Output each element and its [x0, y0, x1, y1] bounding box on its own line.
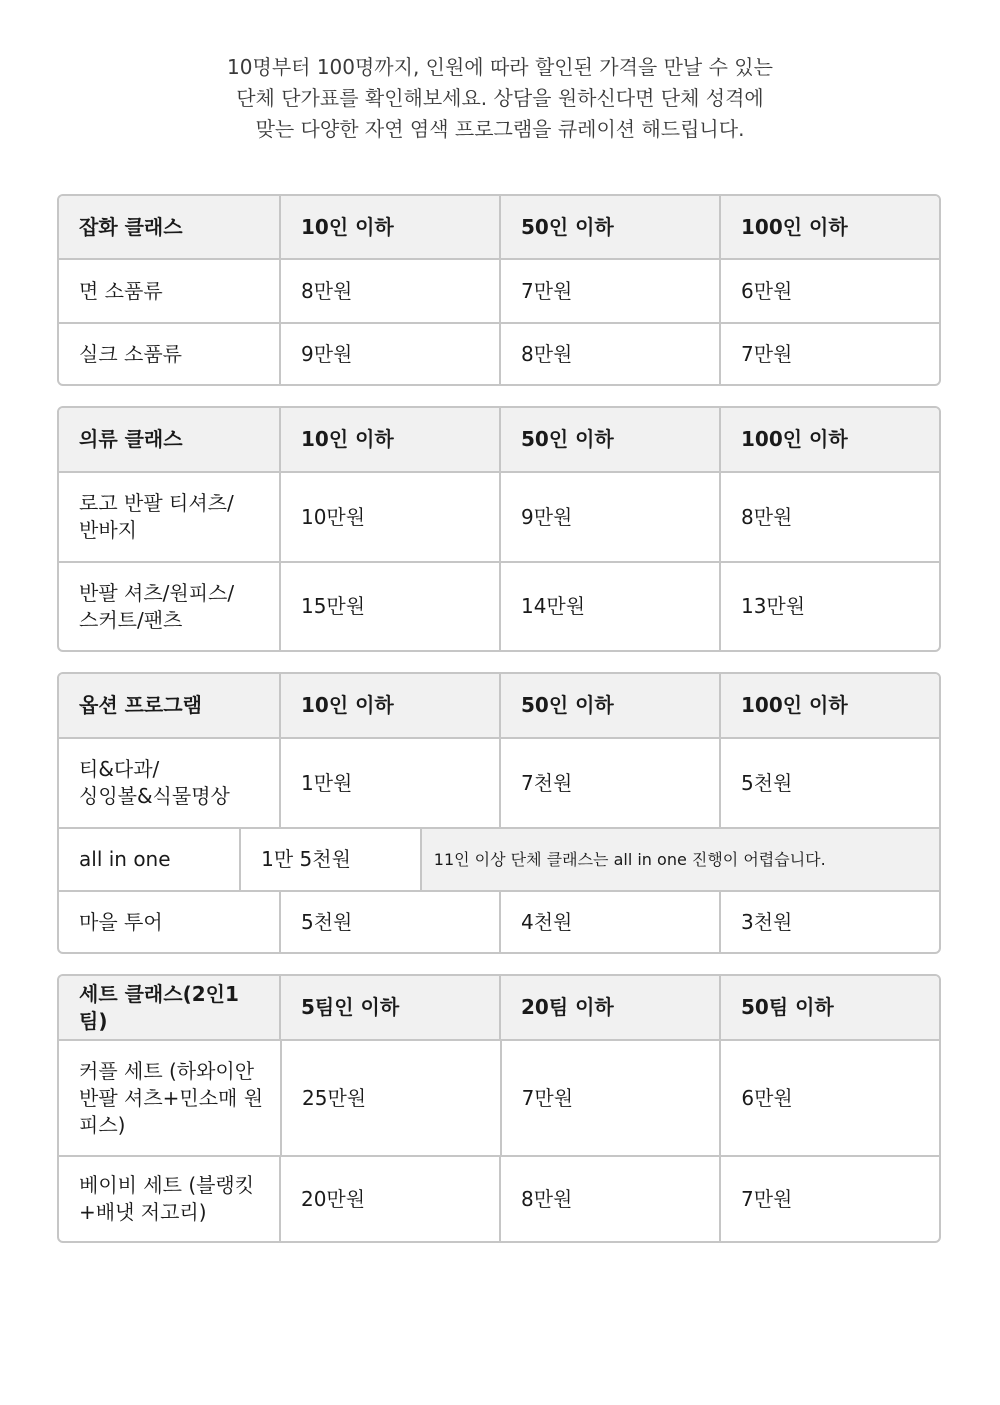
table-row — [59, 1155, 939, 1241]
intro-line: 10명부터 100명까지, 인원에 따라 할인된 가격을 만날 수 있는 — [227, 55, 773, 79]
price-cell: 6만원 — [719, 1041, 939, 1155]
item-label-line: 반바지 — [79, 518, 137, 542]
table-header-row — [59, 408, 939, 471]
table-header-row — [59, 196, 939, 258]
price-cell: 15만원 — [279, 563, 499, 650]
item-label-line: 반팔 셔츠/원피스/ — [79, 580, 235, 605]
price-cell: 6만원 — [719, 260, 939, 322]
table-header-row — [59, 674, 939, 737]
tier-header: 50팀 이하 — [719, 976, 939, 1039]
price-cell: 7천원 — [499, 739, 719, 827]
item-label: 실크 소품류 — [79, 341, 182, 366]
price-cell: 5천원 — [719, 739, 939, 827]
table-row — [59, 322, 939, 384]
price-cell: 8만원 — [499, 324, 719, 384]
price-cell: 7만원 — [500, 1041, 720, 1155]
price-cell: 10만원 — [279, 473, 499, 561]
table-row — [59, 258, 939, 322]
item-label-line: 반팔 셔츠+민소매 원 — [79, 1085, 264, 1110]
price-cell: 5천원 — [279, 892, 499, 952]
tier-header: 100인 이하 — [719, 408, 939, 471]
tier-header: 10인 이하 — [279, 408, 499, 471]
tier-header: 10인 이하 — [279, 674, 499, 737]
price-cell: 8만원 — [499, 1157, 719, 1241]
item-label: 면 소품류 — [79, 278, 163, 303]
price-cell: 9만원 — [279, 324, 499, 384]
intro-line: 단체 단가표를 확인해보세요. 상담을 원하신다면 단체 성격에 — [236, 86, 764, 110]
item-label: all in one — [79, 847, 171, 871]
item-label — [59, 473, 279, 561]
item-label: 마을 투어 — [79, 909, 163, 934]
tier-header: 5팀인 이하 — [279, 976, 499, 1039]
set-class-table — [57, 974, 941, 1243]
price-cell: 20만원 — [279, 1157, 499, 1241]
price-cell: 25만원 — [280, 1041, 500, 1155]
tier-header: 50인 이하 — [499, 674, 719, 737]
price-cell: 9만원 — [499, 473, 719, 561]
item-label — [59, 739, 279, 827]
tier-header: 100인 이하 — [719, 196, 939, 258]
table-row — [59, 561, 939, 650]
item-label-line: 티&다과/ — [79, 757, 160, 781]
item-label — [59, 1157, 279, 1241]
table-row — [59, 890, 939, 952]
item-label-line: 커플 세트 (하와이안 — [79, 1058, 255, 1083]
item-label — [59, 1041, 280, 1155]
category-header: 옵션 프로그램 — [79, 693, 202, 717]
price-cell: 1만원 — [279, 739, 499, 827]
price-cell: 8만원 — [279, 260, 499, 322]
notice-cell: 11인 이상 단체 클래스는 all in one 진행이 어렵습니다. — [420, 829, 939, 890]
tier-header: 20팀 이하 — [499, 976, 719, 1039]
price-cell: 13만원 — [719, 563, 939, 650]
tier-header: 50인 이하 — [499, 196, 719, 258]
category-header: 의류 클래스 — [79, 427, 183, 451]
price-cell: 8만원 — [719, 473, 939, 561]
goods-class-table — [57, 194, 941, 386]
item-label-line: 스커트/팬츠 — [79, 607, 183, 632]
clothing-class-table — [57, 406, 941, 652]
table-row — [59, 1039, 939, 1155]
item-label — [59, 563, 279, 650]
tier-header: 10인 이하 — [279, 196, 499, 258]
category-header: 잡화 클래스 — [79, 214, 183, 239]
table-row — [59, 737, 939, 827]
category-header: 세트 클래스(2인1팀) — [79, 981, 239, 1033]
price-cell: 3천원 — [719, 892, 939, 952]
price-cell: 7만원 — [499, 260, 719, 322]
item-label-line: 로고 반팔 티셔츠/ — [79, 491, 234, 515]
price-cell: 1만 5천원 — [239, 829, 420, 890]
price-cell: 7만원 — [719, 324, 939, 384]
table-header-row — [59, 976, 939, 1039]
intro-line: 맞는 다양한 자연 염색 프로그램을 큐레이션 해드립니다. — [255, 117, 745, 141]
tier-header: 50인 이하 — [499, 408, 719, 471]
item-label-line: 피스) — [79, 1112, 126, 1137]
price-cell: 7만원 — [719, 1157, 939, 1241]
table-row — [59, 471, 939, 561]
item-label-line: 싱잉볼&식물명상 — [79, 784, 230, 808]
table-row — [59, 827, 939, 890]
price-cell: 4천원 — [499, 892, 719, 952]
item-label-line: +배냇 저고리) — [79, 1200, 207, 1224]
tier-header: 100인 이하 — [719, 674, 939, 737]
intro-text — [0, 52, 1000, 145]
option-program-table — [57, 672, 941, 954]
item-label-line: 베이비 세트 (블랭킷 — [79, 1173, 255, 1197]
price-cell: 14만원 — [499, 563, 719, 650]
